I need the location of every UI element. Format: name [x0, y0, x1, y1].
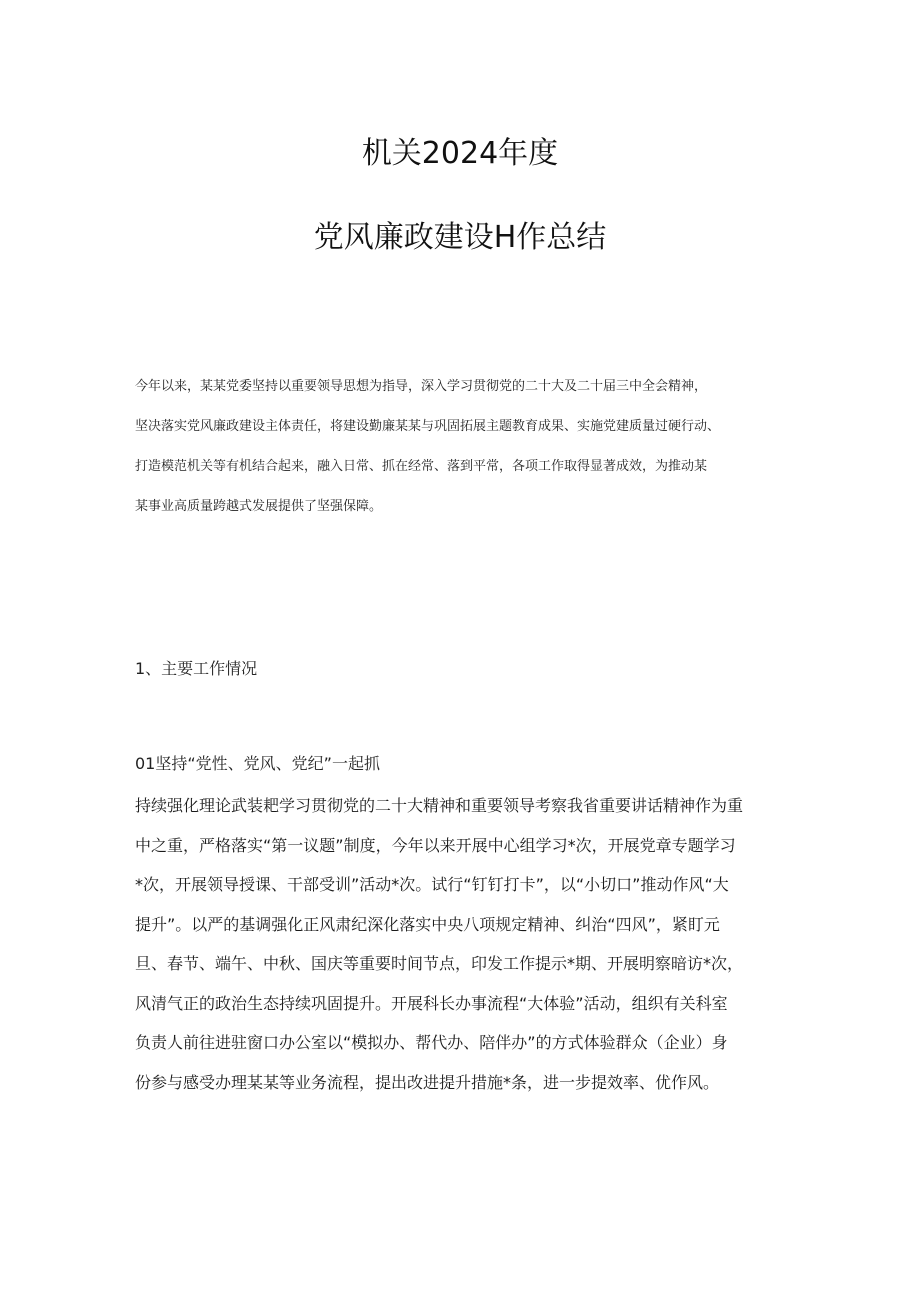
intro-line: 某事业高质量跨越式发展提供了坚强保障。: [135, 499, 383, 514]
section-heading: 1、主要工作情况: [135, 659, 258, 678]
body-line: 提升”。以严的基调强化正风肃纪深化落实中央八项规定精神、纠治“四风”，紧盯元: [135, 914, 720, 934]
subsection-heading: 01坚持“党性、党风、党纪”一起抓: [135, 754, 380, 773]
body-line: 份参与感受办理某某等业务流程，提出改进提升措施*条，进一步提效率、优作风。: [135, 1072, 720, 1092]
document-title-line-1: 机关2024年度: [361, 136, 559, 171]
body-paragraph: [135, 786, 795, 1102]
body-line: 风清气正的政治生态持续巩固提升。开展科长办事流程“大体验”活动，组织有关科室: [135, 993, 728, 1013]
body-line: 旦、春节、端午、中秋、国庆等重要时间节点，印发工作提示*期、开展明察暗访*次，: [135, 954, 744, 973]
intro-line: 打造模范机关等有机结合起来，融入日常、抓在经常、落到平常，各项工作取得显著成效，为推动某: [135, 459, 708, 474]
intro-line: 今年以来，某某党委坚持以重要领导思想为指导，深入学习贯彻党的二十大及二十届三中全会精神，: [135, 379, 708, 394]
intro-paragraph: [135, 367, 795, 527]
body-line: 负责人前往进驻窗口办公室以“模拟办、帮代办、陪伴办”的方式体验群众（企业）身: [135, 1033, 728, 1052]
intro-line: 坚决落实党风廉政建设主体责任，将建设勤廉某某与巩固拓展主题教育成果、实施党建质量过硬行动、: [135, 419, 721, 434]
document-title-line-2: 党风廉政建设H作总结: [313, 220, 607, 255]
body-line: *次，开展领导授课、干部受训”活动*次。试行“钉钉打卡”，以“小切口”推动作风“大: [135, 875, 729, 894]
body-line: 持续强化理论武装耙学习贯彻党的二十大精神和重要领导考察我省重要讲话精神作为重: [135, 796, 744, 815]
body-line: 中之重，严格落实“第一议题”制度，今年以来开展中心组学习*次，开展党章专题学习: [135, 835, 736, 855]
